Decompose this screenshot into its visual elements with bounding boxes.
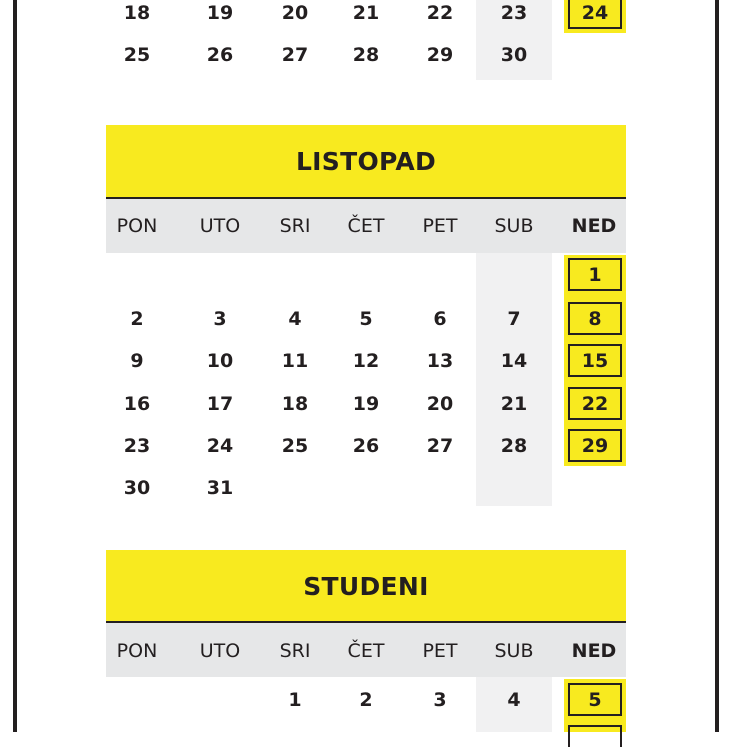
day-cell: 4: [507, 689, 521, 711]
sunday-date: 29: [568, 429, 622, 462]
sunday-date-next: [568, 725, 622, 747]
day-cell: 24: [206, 435, 234, 457]
day-cell: 13: [426, 350, 454, 372]
day-cell: 1: [288, 689, 302, 711]
day-cell: 3: [213, 308, 227, 330]
day-cell: 30: [500, 44, 528, 66]
weekday-mon: PON: [116, 215, 158, 237]
day-cell: 4: [288, 308, 302, 330]
day-cell: 5: [359, 308, 373, 330]
day-cell: 3: [433, 689, 447, 711]
day-cell: 21: [500, 393, 528, 415]
day-cell: 22: [426, 2, 454, 24]
weekday-wed: SRI: [279, 640, 311, 662]
sunday-date: 22: [568, 387, 622, 420]
day-cell: 26: [352, 435, 380, 457]
day-cell: 16: [123, 393, 151, 415]
day-cell: 27: [426, 435, 454, 457]
weekday-thu: ČET: [347, 215, 385, 237]
weekday-sun: NED: [571, 215, 617, 237]
weekday-fri: PET: [422, 640, 458, 662]
day-cell: 28: [500, 435, 528, 457]
day-cell: 29: [426, 44, 454, 66]
page-border-left: [13, 0, 17, 732]
sunday-date: 15: [568, 344, 622, 377]
sunday-date: 8: [568, 302, 622, 335]
day-cell: 19: [206, 2, 234, 24]
day-cell: 2: [130, 308, 144, 330]
weekday-fri: PET: [422, 215, 458, 237]
month-title-studeni: STUDENI: [106, 550, 626, 622]
day-cell: 26: [206, 44, 234, 66]
weekday-thu: ČET: [347, 640, 385, 662]
day-cell: 11: [281, 350, 309, 372]
day-cell: 27: [281, 44, 309, 66]
sunday-date: 5: [568, 683, 622, 716]
day-cell: 17: [206, 393, 234, 415]
day-cell: 10: [206, 350, 234, 372]
weekday-sat: SUB: [494, 640, 534, 662]
weekday-sat: SUB: [494, 215, 534, 237]
day-cell: 7: [507, 308, 521, 330]
day-cell: 19: [352, 393, 380, 415]
weekday-sun: NED: [571, 640, 617, 662]
day-cell: 6: [433, 308, 447, 330]
day-cell: 28: [352, 44, 380, 66]
day-cell: 2: [359, 689, 373, 711]
day-cell: 23: [123, 435, 151, 457]
day-cell: 14: [500, 350, 528, 372]
day-cell: 23: [500, 2, 528, 24]
day-cell: 18: [123, 2, 151, 24]
weekday-mon: PON: [116, 640, 158, 662]
day-cell: 31: [206, 477, 234, 499]
sunday-date: 24: [568, 0, 622, 29]
day-cell: 25: [281, 435, 309, 457]
sunday-date: 1: [568, 258, 622, 291]
saturday-band: [476, 253, 552, 506]
page-border-right: [715, 0, 719, 732]
day-cell: 18: [281, 393, 309, 415]
month-title-listopad: LISTOPAD: [106, 125, 626, 197]
day-cell: 30: [123, 477, 151, 499]
day-cell: 21: [352, 2, 380, 24]
day-cell: 25: [123, 44, 151, 66]
weekday-tue: UTO: [199, 640, 241, 662]
day-cell: 20: [426, 393, 454, 415]
day-cell: 12: [352, 350, 380, 372]
weekday-wed: SRI: [279, 215, 311, 237]
weekday-tue: UTO: [199, 215, 241, 237]
day-cell: 20: [281, 2, 309, 24]
day-cell: 9: [130, 350, 144, 372]
